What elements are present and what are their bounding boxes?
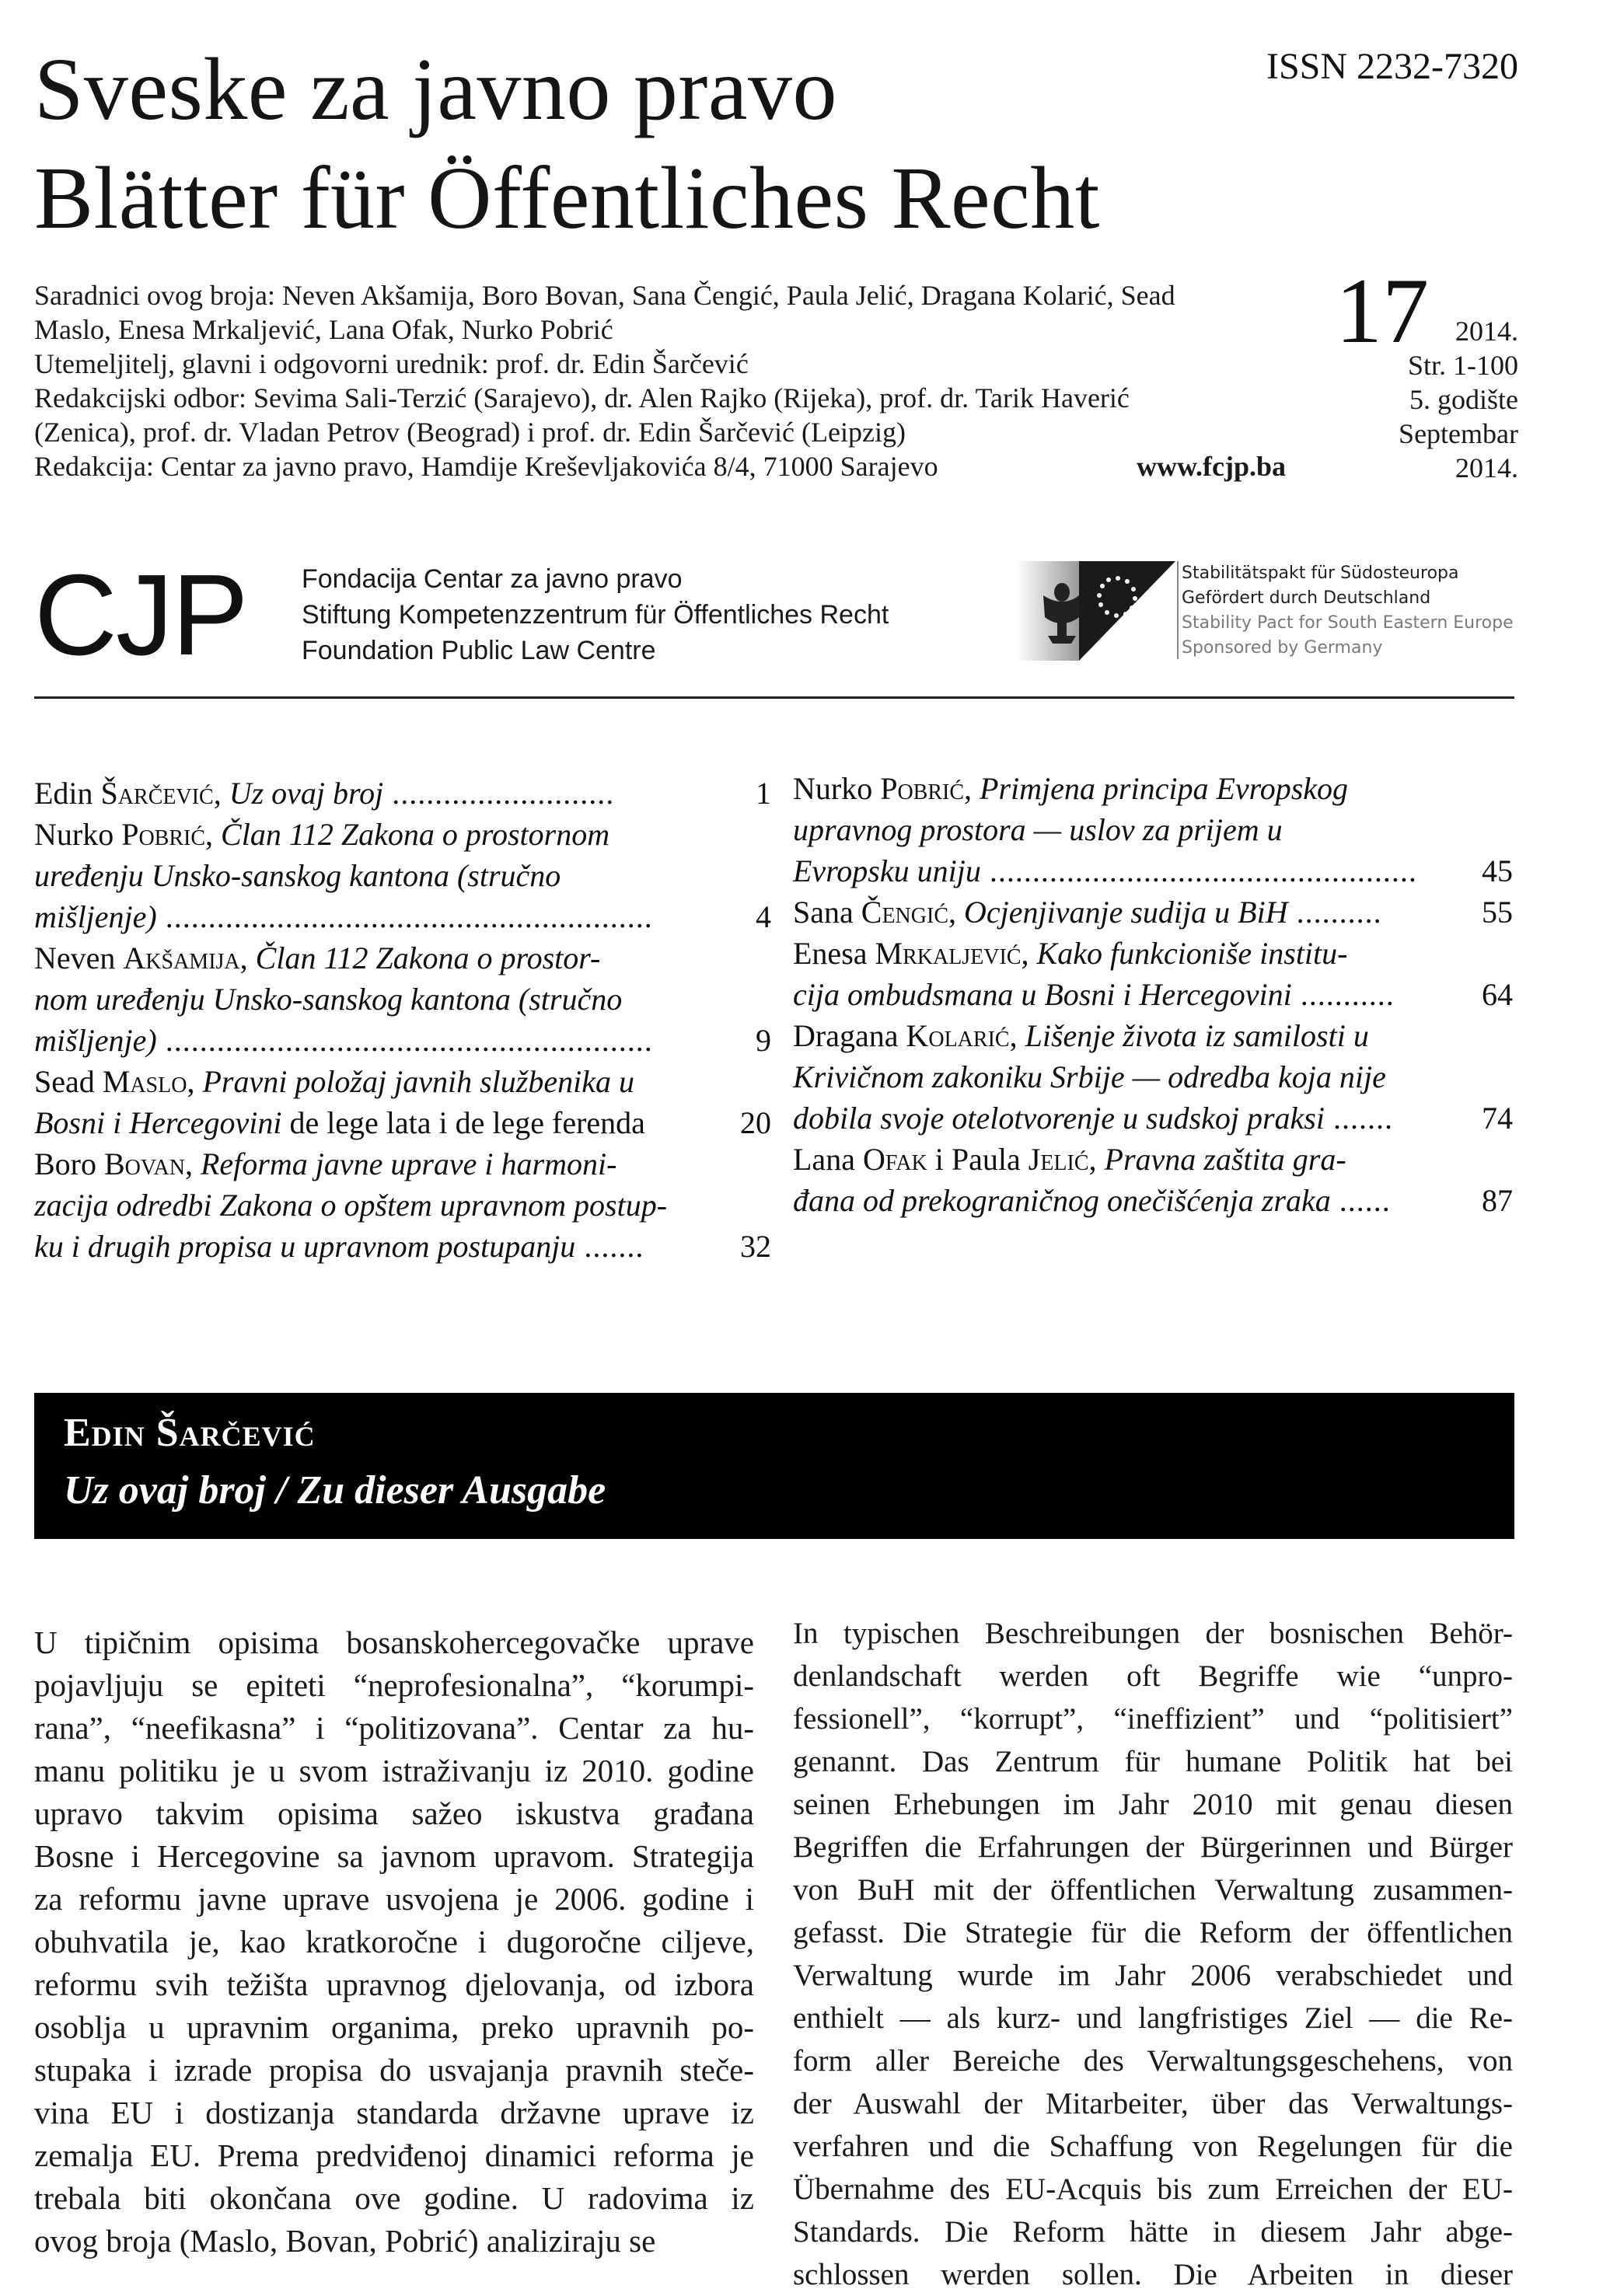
sp-line: Gefördert durch Deutschland — [1182, 588, 1431, 608]
text-line: Übernahme des EU-Acquis bis zum Erreichen der EU- — [793, 2172, 1513, 2206]
address: Redakcija: Centar za javno pravo, Hamdije Kreševljakovića 8/4, 71000 Sarajevo — [34, 451, 938, 482]
info-line: Maslo, Enesa Mrkaljević, Lana Ofak, Nurko Pobrić — [34, 314, 613, 345]
text-line: Verwaltung wurde im Jahr 2006 verabschiedet und — [793, 1959, 1513, 1992]
toc-entry[interactable]: Neven Akšamija, Član 112 Zakona o prostor- nom uređenju Unsko-sanskog kantona (stručno mišljenje) ......................................................... 9 — [34, 937, 771, 1061]
text-line: denlandschaft werden oft Begriffe wie “unpro- — [793, 1659, 1513, 1693]
toc-page: 55 — [1482, 895, 1513, 930]
toc-entry[interactable]: Dragana Kolarić, Lišenje života iz samilosti u Krivičnom zakoniku Srbije — odredba koja nije dobila svoje otelotvorenje u sudskoj praksi ....... 74 — [793, 1015, 1513, 1139]
text-line: Bosne i Hercegovine sa javnom upravom. Strategija — [34, 1838, 754, 1874]
article-text-de — [793, 1612, 1513, 2296]
text-line: trebala biti okončana ove godine. U radovima iz — [34, 2180, 754, 2216]
toc-author: Čengić — [861, 895, 948, 930]
toc-title: Reforma javne uprave i harmoni- — [200, 1146, 617, 1181]
toc-entry[interactable]: Enesa Mrkaljević, Kako funkcioniše institu- cija ombudsmana u Bosni i Hercegovini ........... 64 — [793, 933, 1513, 1015]
issue-year-2: 2014. — [1455, 452, 1518, 483]
toc-author: Kolarić — [906, 1018, 1010, 1053]
toc-title: Pravni položaj javnih službenika u — [202, 1064, 634, 1099]
toc-entry[interactable]: Edin Šarčević, Uz ovaj broj .......................... 1 — [34, 773, 771, 814]
text-line: In typischen Beschreibungen der bosnischen Behör- — [793, 1617, 1513, 1650]
sp-line: Stability Pact for South Eastern Europe — [1182, 613, 1514, 633]
text-line: rana”, “neefikasna” i “politizovana”. Centar za hu- — [34, 1710, 754, 1746]
toc-page: 64 — [1482, 977, 1513, 1012]
issue-number: 17 — [1336, 259, 1429, 362]
cjp-name-de: Stiftung Kompetenzzentrum für Öffentliches Recht — [302, 600, 889, 630]
toc-entry[interactable]: Lana Ofak i Paula Jelić, Pravna zaštita gra- đana od prekograničnog onečišćenja zraka ...... 87 — [793, 1139, 1513, 1221]
stability-pact-logo — [1017, 561, 1175, 661]
text-line: stupaka i izrade propisa do usvajanja pravnih steče- — [34, 2052, 754, 2088]
issue-pages: Str. 1-100 — [1407, 350, 1518, 381]
toc-right-column — [793, 768, 1513, 1221]
text-line: genannt. Das Zentrum für humane Politik hat bei — [793, 1745, 1513, 1778]
text-line: enthielt — als kurz- und langfristiges Ziel — die Re- — [793, 2001, 1513, 2035]
text-line: za reformu javne uprave usvojena je 2006. godine i — [34, 1881, 754, 1917]
issue-month: Septembar — [1399, 418, 1518, 449]
text-line: osoblja u upravnim organima, preko upravnih po- — [34, 2009, 754, 2045]
info-line: (Zenica), prof. dr. Vladan Petrov (Beograd) i prof. dr. Edin Šarčević (Leipzig) — [34, 417, 906, 448]
text-line: manu politiku je u svom istraživanju iz 2010. godine — [34, 1753, 754, 1788]
text-line: vina EU i dostizanja standarda državne uprave iz — [34, 2095, 754, 2130]
toc-title: Član 112 Zakona o prostornom — [221, 817, 610, 852]
toc-title: Kako funkcioniše institu- — [1036, 936, 1348, 971]
cjp-logo: CJP — [34, 551, 247, 679]
article-text-bs — [34, 1621, 754, 2263]
toc-author: Maslo — [102, 1064, 187, 1099]
text-line: Standards. Die Reform hätte in diesem Jahr abge- — [793, 2215, 1513, 2249]
info-line: Saradnici ovog broja: Neven Akšamija, Boro Bovan, Sana Čengić, Paula Jelić, Dragana Kolarić, Sead — [34, 280, 1175, 311]
article-title: Uz ovaj broj / Zu dieser Ausgabe — [64, 1468, 606, 1513]
toc-page: 74 — [1482, 1101, 1513, 1136]
journal-title-bs: Sveske za javno pravo — [34, 40, 837, 138]
toc-title: Pravna zaštita gra- — [1104, 1142, 1346, 1177]
toc-title: Ocjenjivanje sudija u BiH — [964, 895, 1288, 930]
cjp-name-bs: Fondacija Centar za javno pravo — [302, 564, 683, 594]
toc-author: Ofak — [862, 1142, 927, 1177]
toc-title: Član 112 Zakona o prostor- — [255, 940, 601, 975]
toc-title: Primjena principa Evropskog — [980, 771, 1349, 806]
text-line: U tipičnim opisima bosanskohercegovačke uprave — [34, 1624, 754, 1660]
stability-pact-text — [1182, 561, 1514, 661]
toc-author: Jelić — [1028, 1142, 1089, 1177]
text-line: verfahren und die Schaffung von Regelungen für die — [793, 2130, 1513, 2163]
article-banner — [34, 1393, 1514, 1539]
text-line: gefasst. Die Strategie für die Reform der öffentlichen — [793, 1916, 1513, 1949]
cjp-name-en: Foundation Public Law Centre — [302, 636, 656, 665]
toc-author: Akšamija — [123, 940, 240, 975]
logo-divider — [1177, 561, 1179, 659]
text-line: von BuH mit der öffentlichen Verwaltung zusammen- — [793, 1873, 1513, 1907]
sp-line: Sponsored by Germany — [1182, 638, 1383, 658]
text-line: ovog broja (Maslo, Bovan, Pobrić) analiziraju se — [34, 2223, 656, 2259]
toc-page: 4 — [756, 899, 771, 934]
info-line — [34, 449, 1356, 483]
toc-page: 9 — [756, 1023, 771, 1058]
toc-page: 20 — [740, 1105, 771, 1140]
issue-volume: 5. godište — [1409, 384, 1518, 415]
text-line: fessionell”, “korrupt”, “ineffizient” und “politisiert” — [793, 1702, 1513, 1736]
toc-page: 1 — [756, 776, 771, 811]
toc-author: Pobrić — [880, 771, 965, 806]
contributors-block — [34, 278, 1356, 483]
text-line: seinen Erhebungen im Jahr 2010 mit genau diesen — [793, 1788, 1513, 1821]
text-line: Begriffen die Erfahrungen der Bürgerinnen und Bürger — [793, 1830, 1513, 1864]
journal-title-de: Blätter für Öffentliches Recht — [34, 148, 1100, 247]
toc-author: Pobrić — [121, 817, 206, 852]
toc-entry[interactable]: Nurko Pobrić, Član 112 Zakona o prostornom uređenju Unsko-sanskog kantona (stručno mišljenje) ......................................................... 4 — [34, 814, 771, 937]
info-line: Redakcijski odbor: Sevima Sali-Terzić (Sarajevo), dr. Alen Rajko (Rijeka), prof. dr. Tarik Haverić — [34, 382, 1130, 413]
article-author: Edin Šarčević — [64, 1411, 316, 1455]
sp-line: Stabilitätspakt für Südosteuropa — [1182, 564, 1459, 583]
toc-entry[interactable]: Sana Čengić, Ocjenjivanje sudija u BiH .......... 55 — [793, 892, 1513, 933]
text-line: form aller Bereiche des Verwaltungsgeschehens, von — [793, 2044, 1513, 2078]
toc-left-column — [34, 773, 771, 1267]
text-line: pojavljuju se epiteti “neprofesionalna”, “korumpi- — [34, 1667, 754, 1703]
issue-info — [1399, 314, 1518, 485]
toc-page: 87 — [1482, 1183, 1513, 1218]
info-line: Utemeljitelj, glavni i odgovorni urednik: prof. dr. Edin Šarčević — [34, 348, 749, 379]
header-rule — [34, 696, 1514, 699]
text-line: der Auswahl der Mitarbeiter, über das Verwaltungs- — [793, 2087, 1513, 2120]
text-line: reformu svih težišta upravnog djelovanja, od izbora — [34, 1966, 754, 2002]
toc-author: Šarčević — [100, 776, 214, 811]
toc-author: Mrkaljević — [875, 936, 1022, 971]
text-line: upravo takvim opisima sažeo iskustva građana — [34, 1795, 754, 1831]
issn: ISSN 2232-7320 — [1266, 46, 1518, 87]
issue-year: 2014. — [1455, 316, 1518, 347]
toc-entry[interactable]: Nurko Pobrić, Primjena principa Evropskog upravnog prostora — uslov za prijem u Evropsku uniju .................................................. 45 — [793, 768, 1513, 892]
website-link[interactable]: www.fcjp.ba — [1137, 451, 1287, 482]
toc-title: Uz ovaj broj — [229, 776, 384, 811]
toc-page: 32 — [740, 1229, 771, 1264]
toc-entry[interactable]: Boro Bovan, Reforma javne uprave i harmoni- zacija odredbi Zakona o opštem upravnom postup- ku i drugih propisa u upravnom postupanju ....... 32 — [34, 1143, 771, 1267]
cjp-names — [302, 561, 889, 668]
text-line: schlossen werden sollen. Die Arbeiten in dieser — [793, 2258, 1513, 2291]
toc-title: Lišenje života iz samilosti u — [1025, 1018, 1369, 1053]
toc-entry[interactable]: Sead Maslo, Pravni položaj javnih službenika u Bosni i Hercegovini de lege lata i de lege ferenda 20 — [34, 1061, 771, 1143]
toc-author: Bovan — [104, 1146, 185, 1181]
text-line: zemalja EU. Prema predviđenoj dinamici reforma je — [34, 2137, 754, 2173]
text-line: obuhvatila je, kao kratkoročne i dugoročne ciljeve, — [34, 1924, 754, 1959]
toc-page: 45 — [1482, 853, 1513, 888]
